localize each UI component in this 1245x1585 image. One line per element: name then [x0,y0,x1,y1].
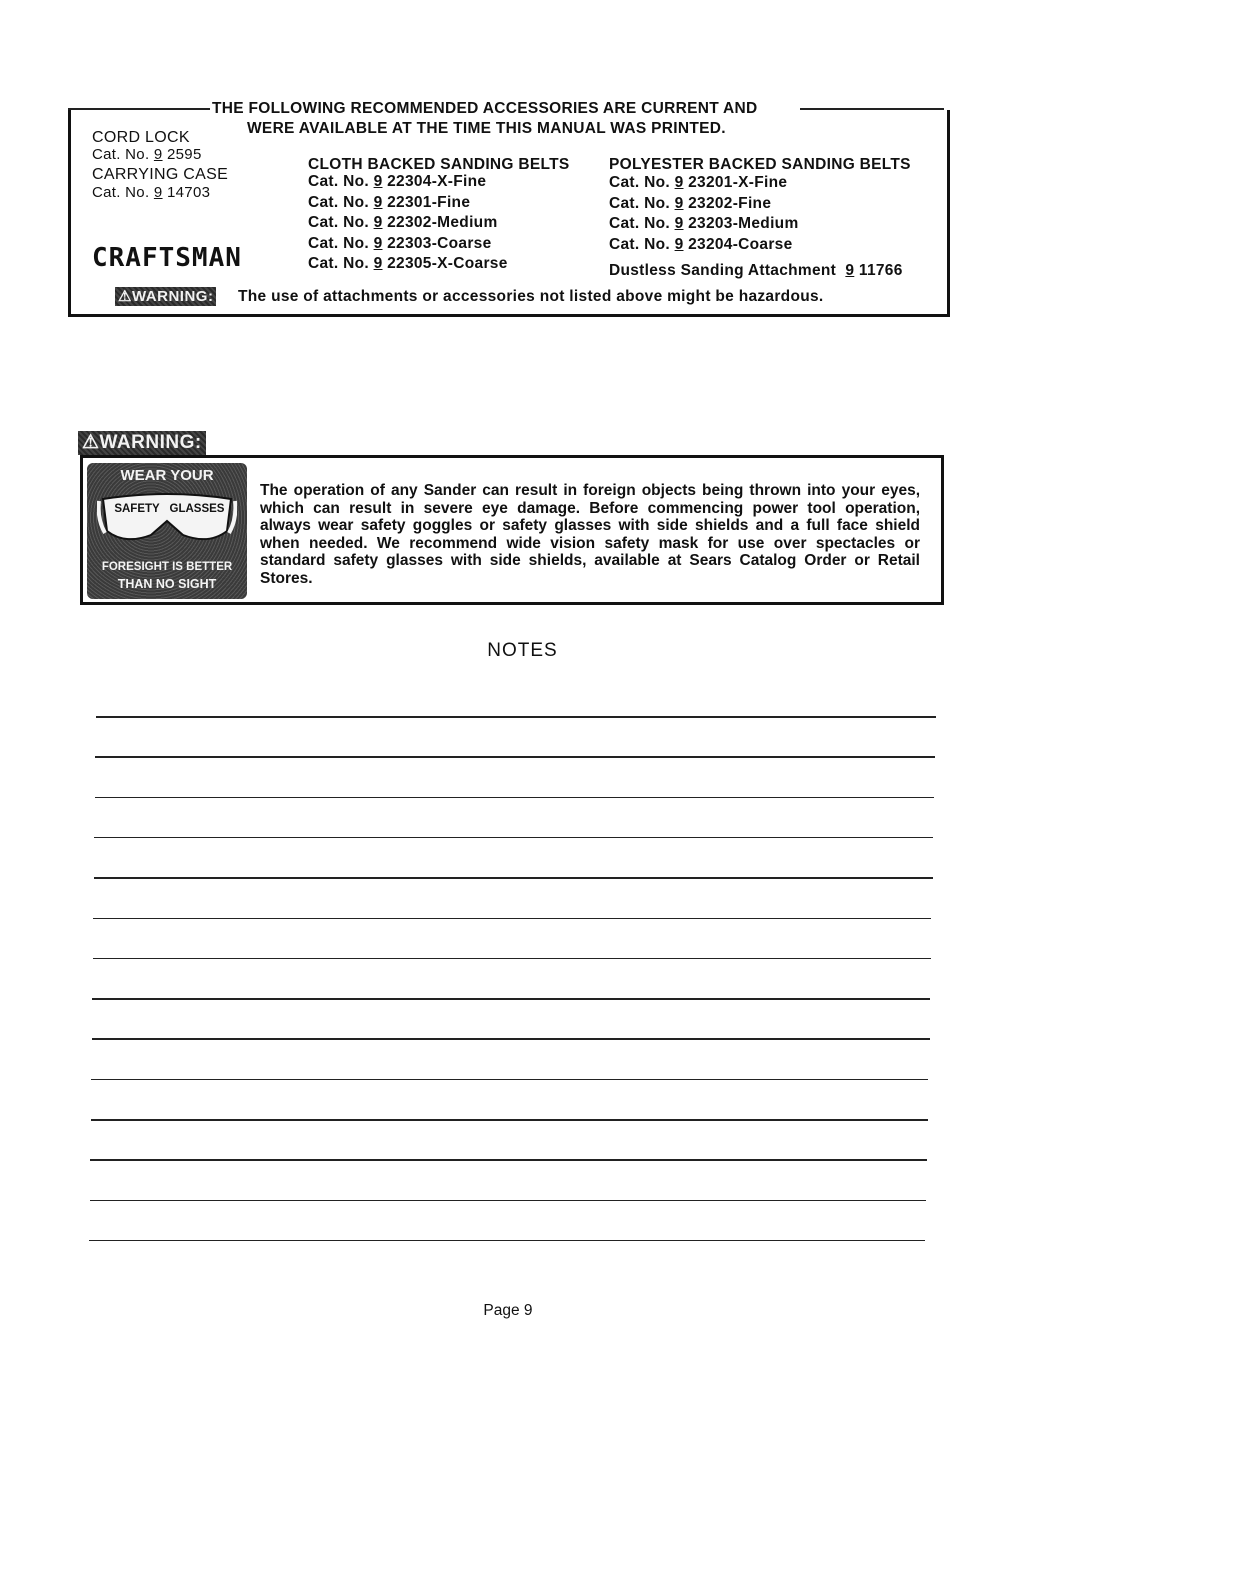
safety-glasses-icon [97,491,237,547]
accessories-box [68,110,950,317]
craftsman-logo: CRAFTSMAN [92,243,242,273]
catalog-item: Cat. No. 9 23204-Coarse [609,235,793,253]
cord-lock-title: CORD LOCK [92,129,190,146]
polyester-belts-title: POLYESTER BACKED SANDING BELTS [609,156,911,173]
logo-right-lens: GLASSES [169,503,225,515]
logo-line3: THAN NO SIGHT [117,577,217,591]
logo-line2: FORESIGHT IS BETTER [101,561,233,573]
safety-glasses-logo [87,463,247,599]
note-line [95,797,934,799]
note-line [94,837,933,839]
logo-line1: WEAR YOUR [120,467,214,484]
header-rule-right [800,108,944,110]
catalog-item: Cat. No. 9 22304-X-Fine [308,173,487,190]
page-number: Page 9 [483,1302,533,1319]
note-line [89,1240,925,1242]
catalog-item: Cat. No. 9 23201-X-Fine [609,174,788,191]
catalog-item: Cat. No. 9 22302-Medium [308,214,498,231]
catalog-item: Cat. No. 9 22305-X-Coarse [308,255,508,272]
note-line [90,1159,927,1161]
catalog-item: Cat. No. 9 23203-Medium [609,215,799,232]
logo-left-lens: SAFETY [114,503,160,515]
note-line [92,998,930,1000]
note-line [94,877,933,879]
catalog-item: Cat. No. 9 22301-Fine [308,193,471,211]
note-line [90,1200,926,1202]
warning-badge-large: ⚠WARNING: [78,431,206,455]
notes-title: NOTES [487,640,558,661]
carrying-case-cat: Cat. No. 9 14703 [92,184,211,201]
catalog-item: Cat. No. 9 22303-Coarse [308,234,492,252]
warning-badge-small: ⚠WARNING: [115,287,216,306]
accessories-header-line2: WERE AVAILABLE AT THE TIME THIS MANUAL WAS PRINTED. [247,120,726,137]
accessories-header-line1: THE FOLLOWING RECOMMENDED ACCESSORIES ARE CURRENT AND [212,100,758,117]
safety-warning-text: The operation of any Sander can result in foreign objects being thrown into your eyes, which can result in severe eye damage. Before commencing power tool operation, always wear safety goggles or safety glasses with side shields and a full face shield when needed. We recommend wide vision safety mask for use over spectacles or standard safety glasses with side shields, available at Sears Catalog Order or Retail Stores. [260,482,920,587]
note-line [91,1119,928,1121]
dustless-attachment: Dustless Sanding Attachment 9 11766 [609,262,903,279]
note-line [96,716,936,718]
header-rule-left [68,108,210,110]
catalog-item: Cat. No. 9 23202-Fine [609,194,772,212]
note-line [92,1038,930,1040]
note-line [93,958,931,960]
cord-lock-cat: Cat. No. 9 2595 [92,146,202,163]
carrying-case-title: CARRYING CASE [92,166,229,183]
cloth-belts-title: CLOTH BACKED SANDING BELTS [308,156,570,173]
note-line [95,756,935,758]
note-line [91,1079,928,1081]
note-line [93,918,931,920]
accessories-warning-text: The use of attachments or accessories not listed above might be hazardous. [238,288,824,305]
